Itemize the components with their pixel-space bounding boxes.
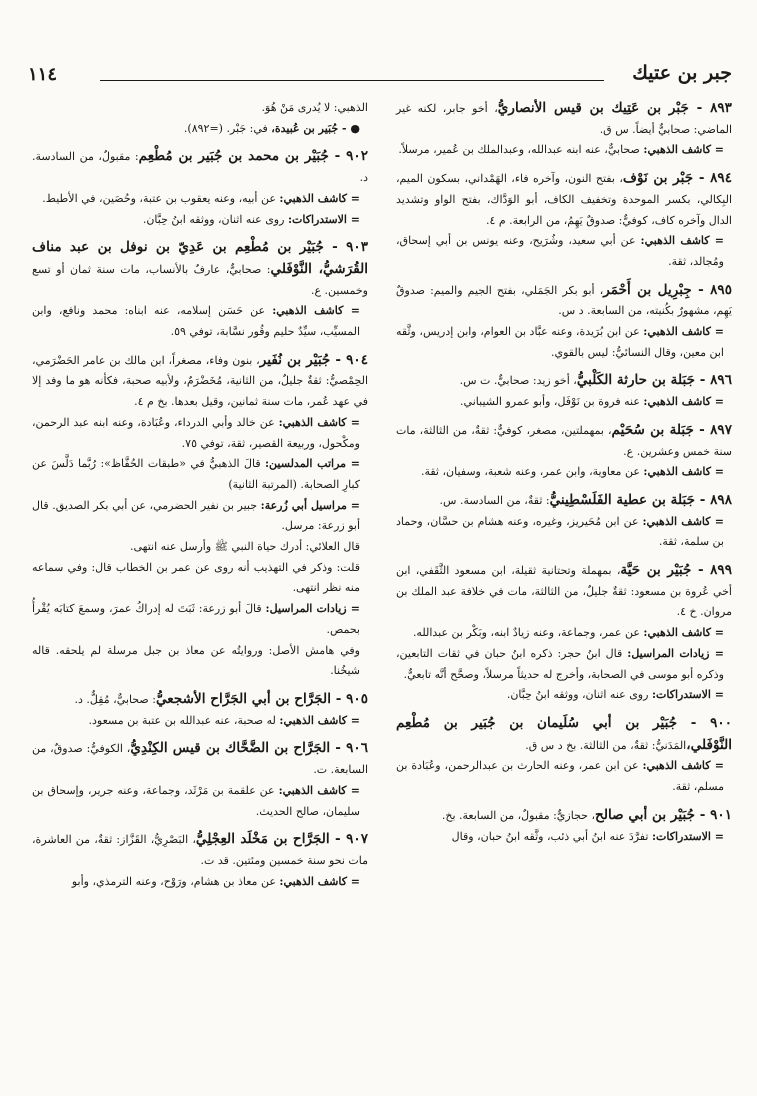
entry-paragraph (32, 350, 368, 413)
entry-heading: ٩٠٦ - الجَرَّاح بن الضَّحَّاك بن قيس الكِنْدِيُّ (130, 740, 368, 757)
biography-entry (396, 280, 732, 364)
source-text: عن معاوية، وابن عمر، وعنه شعبة، وسفيان، ثقة. (420, 465, 640, 479)
source-text: عن حَسَن إسلامه، عنه ابناه: محمد ونافع، وابن المسيِّب، سيِّدٌ حليم وقُور نسَّابة، توفي ٥٩. (32, 304, 360, 339)
biography-entry (396, 713, 732, 798)
left-column (32, 98, 368, 899)
source-text: عن ابن عمر، وعنه الحارث بن عبدالرحمن، وعُبَادة بن مسلم، ثقة. (396, 759, 724, 794)
source-note (396, 462, 732, 483)
source-label: = كاشف الذهبي: (279, 713, 360, 727)
biography-entry (396, 370, 732, 412)
entry-paragraph (396, 560, 732, 623)
source-label: = الاستدراكات: (287, 212, 360, 226)
entry-paragraph (32, 237, 368, 301)
entry-paragraph (32, 829, 368, 871)
running-title: جبر بن عتيك (632, 62, 732, 84)
source-text: قالَ أبو زرعة: ثَبَتَ له إدراكُ عمرَ، وسمعَ كتابَه يُقْرأُ بحمص. (32, 602, 360, 636)
entry-paragraph (32, 98, 368, 119)
entry-paragraph (32, 689, 368, 711)
entry-heading: ٨٩٣ - جَبْر بن عَتِيك بن قيس الأنصاريُّ (497, 100, 732, 116)
source-label: = كاشف الذهبي: (642, 514, 724, 528)
source-note (32, 641, 368, 682)
entry-paragraph (32, 146, 368, 188)
biography-entry (32, 98, 368, 139)
source-note (32, 210, 368, 231)
source-text: عن معاذ بن هشام، ورَوْح، وعنه الترمذي، وأبو (71, 874, 276, 888)
source-text: عن علقمة بن مَرْثَد، وجماعة، وعنه جرير، وإسحاق بن سليمان، صالح الحديث. (32, 783, 360, 818)
entry-heading: ٩٠١ - جُبَيْر بن أبي صالح (595, 806, 732, 823)
source-text: تفرَّدَ عنه ابنُ أبي ذئب، وثَّقه ابنُ حبان، وقال (451, 829, 649, 843)
entry-text: ، أخو زيد: صحابيٌّ. ت س. (459, 374, 577, 388)
source-note (32, 537, 368, 558)
entry-heading: ٨٩٤ - جَبْر بن نَوْف (622, 170, 732, 187)
entry-text: ، بفتح النون، وآخره فاء، الهَمْداني، بسكون الميم، البِكالي، بكسر الموحدة وتخفيف الكاف، أبو الوَدَّاك، بفتح الواو وتشديد الدال وآخره كاف، كوفيٌّ: صدوقٌ يَهِمُ، من الرابعة. م ٤. (396, 172, 732, 227)
entry-heading: ٨٩٩ - جُبَيْر بن حَيَّة (620, 562, 732, 579)
entry-text: ، أخو جابر، لكنه غير الماضي: صحابيٌّ أيضاً. س ق. (396, 102, 732, 136)
source-label: = الاستدراكات: (651, 688, 724, 702)
source-note (396, 322, 732, 363)
source-label: = كاشف الذهبي: (643, 143, 724, 157)
source-label: = كاشف الذهبي: (279, 874, 360, 888)
source-label: = كاشف الذهبي: (278, 783, 361, 797)
source-note (32, 599, 368, 640)
source-note (32, 119, 368, 140)
entry-heading: ٨٩٥ - جِبْرِيل بن أَحْمَر (603, 281, 733, 298)
source-note (32, 558, 368, 599)
source-label: = كاشف الذهبي: (643, 325, 724, 339)
source-note (32, 872, 368, 893)
page-header (28, 62, 732, 92)
entry-heading: ٩٠٢ - جُبَيْر بن محمد بن جُبَير بن مُطْعِم (138, 148, 368, 165)
source-note (396, 685, 732, 706)
entry-heading: ٩٠٥ - الجَرَّاح بن أبي الجَرَّاح الأشجعيُّ (155, 690, 368, 707)
biography-entry (32, 146, 368, 230)
entry-text: ، أبو بكر الجَمَلي، بفتح الجيم والميم: صدوقٌ يَهِم، مشهورٌ بكُنيته، من السابعة. د س. (396, 283, 732, 318)
source-note (396, 756, 732, 797)
entry-heading: ٨٩٦ - جَبَلة بن حارثة الكَلْبيُّ (576, 372, 732, 389)
biography-entry (396, 560, 732, 706)
source-text: روى عنه اثنان، ووثقه ابنُ حِبَّان. (142, 212, 285, 226)
source-note (32, 413, 368, 454)
source-text: عن عمر، وجماعة، وعنه زيادٌ ابنه، وبَكْر بن عبدالله. (412, 626, 640, 640)
biography-entry (396, 420, 732, 483)
source-text: له صحبة، عنه عبدالله بن عتبة بن مسعود. (88, 713, 276, 727)
source-label: = كاشف الذهبي: (640, 234, 724, 248)
source-label: = الاستدراكات: (651, 829, 724, 843)
entry-text: ، بمهملتين، مصغر، كوفيٌّ: ثقةٌ، من الثالثة، مات سنة خمس وعشرين. ع. (396, 423, 732, 458)
page-number: ١١٤ (28, 64, 58, 85)
entry-text: : مقبولٌ، من السادسة. د. (32, 150, 368, 185)
entry-heading: ٨٩٨ - جَبَلة بن عطية الفَلَسْطِينيُّ (549, 491, 732, 508)
source-text: جبير بن نفير الحضرمي، عن أبي بكر الصديق. قال أبو زرعة: مرسل. (32, 498, 360, 533)
source-text: عن ابن مُحَيريز، وغيره، وعنه هشام بن حسَّان، وحماد بن سلمة، ثقة. (396, 514, 724, 549)
source-text: عن أبي سعيد، وشُرَيح، وعنه يونس بن أبي إسحاق، ومُجالد، ثقة. (396, 234, 724, 268)
source-note (32, 189, 368, 210)
entry-text: الذهبي: لا يُدرى مَنْ هُوَ. (261, 101, 368, 114)
right-column (396, 98, 732, 854)
entry-heading: ٩٠٣ - جُبَيْر بن مُطْعِم بن عَدِيّ بن نوفل بن عبد مناف القُرَشيُّ، النَّوْفَلي (32, 239, 368, 277)
source-note (396, 140, 732, 161)
biography-entry (32, 350, 368, 682)
source-label: = كاشف الذهبي: (279, 191, 360, 205)
entry-heading: ٩٠٤ - جُبَيْر بن نُفَير (259, 351, 368, 368)
entry-text: : صحابيٌّ، عارفٌ بالأنساب، مات سنة ثمان أو تسع وخمسين. ع. (32, 262, 368, 297)
source-text: صحابيٌّ، عنه ابنه عبدالله، وعبدالملك بن عُمير، مرسلاً. (398, 143, 640, 157)
entry-heading: ٩٠٠ - جُبَيْر بن أبي سُلَيمان بن جُبَير بن مُطْعِم النَّوْفَلي، (396, 714, 732, 753)
source-label: = كاشف الذهبي: (643, 626, 724, 640)
source-note (396, 644, 732, 685)
source-label: = كاشف الذهبي: (642, 759, 725, 773)
source-note (32, 781, 368, 822)
entry-paragraph (396, 805, 732, 827)
source-text: قال ابنُ حجر: ذكره ابنُ حبان في ثقات التابعين، وذكره أبو موسى في الصحابة، وأخرج له حديثاً مرسلاً، وصحَّح أنَّه تابعيٌّ. (396, 646, 724, 681)
entry-paragraph (396, 168, 732, 231)
source-text: عن خالد وأبي الدرداء، وعُبَادة، وعنه ابنه عبد الرحمن، ومكْحول، وربيعة القصير، ثقة، توفي ٧٥. (32, 415, 360, 450)
biography-entry (396, 490, 732, 553)
entry-paragraph (396, 98, 732, 140)
source-label: = كاشف الذهبي: (272, 304, 360, 318)
entry-heading: ٨٩٧ - جَبَلة بن سُحَيْم (611, 421, 732, 438)
biography-entry (396, 98, 732, 161)
biography-entry (32, 237, 368, 343)
source-note (32, 711, 368, 732)
source-text: روى عنه اثنان، ووثقه ابنُ حِبَّان. (506, 688, 649, 702)
source-note (32, 496, 368, 537)
entry-text: ، بمهملة وتحتانية ثقيلة، ابن مسعود الثَّقَفي، ابن أخي عُروة بن مسعود: ثقةٌ جليلٌ، من الثالثة، مات في خلافة عبد الملك بن مروان. خ ٤. (396, 564, 732, 619)
source-text: عن أبيه، وعنه يعقوب بن عتبة، وحُصَين، في الأطيط. (42, 191, 276, 205)
source-label: = كاشف الذهبي: (643, 395, 724, 409)
biography-entry (396, 168, 732, 273)
source-text: قال العلائي: أدرك حياة النبي ﷺ وأرسل عنه انتهى. (129, 540, 360, 554)
source-label: = زيادات المراسيل: (265, 602, 361, 616)
source-note (396, 392, 732, 413)
biography-entry (396, 805, 732, 847)
entry-text: : صحابيٌّ، مُقِلٌّ. د. (74, 692, 156, 706)
source-note (32, 301, 368, 342)
entry-heading: ٩٠٧ - الجَرَّاح بن مَخْلَد العِجْلِيُّ (195, 831, 368, 848)
source-label: = مراسيل أبي زُرعة: (260, 498, 360, 512)
entry-paragraph (396, 370, 732, 392)
source-note (396, 512, 732, 553)
source-text: عنه فروة بن نَوْفَل، وأبو عمرو الشيباني. (460, 395, 640, 409)
biography-entry (32, 738, 368, 822)
entry-paragraph (32, 738, 368, 780)
entry-paragraph (396, 713, 732, 756)
entry-paragraph (396, 420, 732, 462)
entry-text: : ثقةٌ، من السادسة. س. (439, 493, 550, 507)
source-text: عن ابن بُرَيدة، وعنه عبَّاد بن العوام، وابن إدريس، وثَّقه ابن معين، وقال النسائيُّ: ليس بالقوي. (396, 325, 724, 359)
entry-text: ، حجازيٌّ: مقبولٌ، من السابعة. بخ. (441, 808, 596, 822)
source-label: ● - جُبَير بن عُبيدة، (271, 121, 360, 135)
source-label: = مراتب المدلسين: (265, 457, 360, 471)
biography-entry (32, 829, 368, 892)
entry-text: المَدَنيُّ: ثقةٌ، من الثالثة. بخ د س ق. (525, 738, 687, 752)
source-label: = كاشف الذهبي: (278, 415, 361, 429)
source-text: قلت: وذكر في التهذيب أنه روى عن عمر بن الخطاب قال: وفي سماعه منه نظر انتهى. (32, 560, 360, 595)
source-label: = كاشف الذهبي: (643, 465, 724, 479)
entry-paragraph (396, 280, 732, 322)
source-note (396, 827, 732, 848)
source-text: قالَ الذهبيُّ في «طبقات الحُفَّاظ»: رُبَّما دَلَّسَ عن كبارِ الصحابة. (المرتبة الثانية) (32, 457, 360, 491)
entry-text: ، الكوفيُّ: صدوقٌ، من السابعة. ت. (32, 742, 368, 777)
biography-entry (32, 689, 368, 731)
entry-text: ، بنون وفاء، مصغراً، ابن مالك بن عامر الحَضْرَمي، الحِمْصيُّ: ثقةٌ جليلٌ، من الثانية، مُخَضْرَمٌ، ولأبيه صحبة، فكأنه هو ما وفد إلا في عهد عُمر، مات سنة ثمانين، وقيل بعدها. بخ م ٤. (32, 353, 368, 409)
source-text: وفي هامش الأصل: وروايتُه عن معاذ بن جبل مرسلة لم يلحقه. قاله شيخُنا. (32, 643, 360, 678)
source-note (396, 231, 732, 272)
source-label: = زيادات المراسيل: (627, 646, 725, 660)
entry-paragraph (396, 490, 732, 512)
source-note (396, 623, 732, 644)
source-note (32, 454, 368, 495)
entry-text: ، البَصْرِيُّ، القَزَّاز: ثقةٌ، من العاشرة، مات نحو سنة خمسين ومئتين. قد ت. (32, 833, 368, 867)
header-rule (100, 80, 604, 81)
source-text: في: جَبْر. (=٨٩٢). (183, 121, 268, 135)
